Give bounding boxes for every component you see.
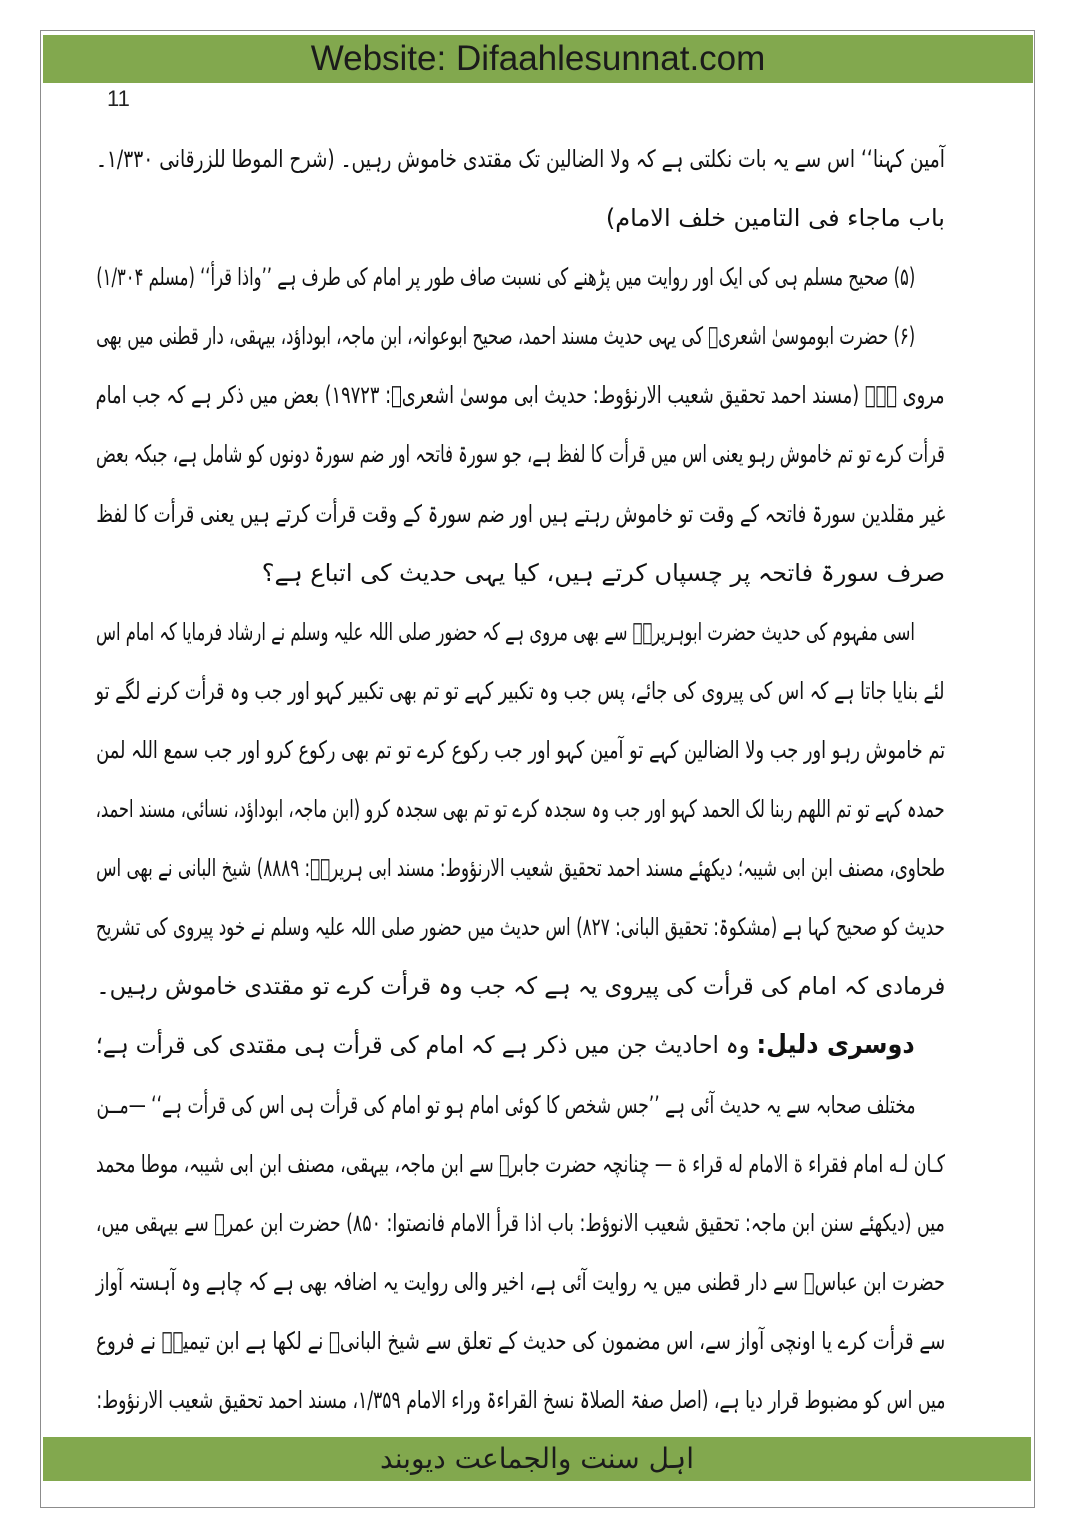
footer-banner — [43, 1437, 1031, 1481]
text-line — [96, 662, 945, 721]
text-line-content: قرأت کرے تو تم خاموش رہو یعنی اس میں قرأت کا لفظ ہے، جو سورۃ فاتحہ اور ضم سورۃ دونوں کو شامل ہے، جبکہ بعض — [96, 440, 945, 469]
text-line — [96, 1312, 945, 1371]
text-line-content: غیر مقلدین سورۃ فاتحہ کے وقت تو خاموش رہتے ہیں اور ضم سورۃ کے وقت قرأت کرتے ہیں یعنی قرأت کا لفظ — [95, 499, 945, 528]
text-line — [96, 485, 945, 544]
section-heading: دوسری دلیل: — [756, 1030, 915, 1061]
website-label: Website: Difaahlesunnat.com — [310, 39, 766, 78]
text-line — [96, 839, 945, 898]
text-line-content: سے قرأت کرے یا اونچی آواز سے، اس مضمون کی حدیث کے تعلق سے شیخ البانیؒ نے لکھا ہے ابن تیمیہؒ نے فروع — [95, 1326, 945, 1355]
text-line-content: اسی مفہوم کی حدیث حضرت ابوہریرہؓ سے بھی مروی ہے کہ حضور صلی اللہ علیہ وسلم نے ارشاد فرمایا کہ امام اس — [96, 617, 915, 646]
text-line-content: حدیث کو صحیح کہا ہے (مشکوۃ: تحقیق البانی: ۸۲۷) اس حدیث میں حضور صلی اللہ علیہ وسلم نے خود پیروی کی تشریح — [95, 913, 945, 942]
text-line — [96, 898, 945, 957]
text-line-content: فرمادی کہ امام کی قرأت کی پیروی یہ ہے کہ جب وہ قرأت کرے تو مقتدی خاموش رہیں۔ — [96, 972, 945, 1001]
text-line — [96, 544, 945, 603]
text-line — [96, 780, 945, 839]
text-line-content: تم خاموش رہو اور جب ولا الضالین کہے تو آمین کہو اور جب رکوع کرے تو تم بھی رکوع کرو اور جب سمع اللہ لمن — [95, 735, 945, 764]
text-line-content: میں اس کو مضبوط قرار دیا ہے، (اصل صفۃ الصلاۃ نسخ القراءۃ وراء الامام ۱/۳۵۹، مسند احمد تحقیق شعیب الارنؤوط: — [96, 1385, 945, 1414]
text-line-content: حضرت ابن عباسؓ سے دار قطنی میں یہ روایت آئی ہے، اخیر والی روایت یہ اضافہ بھی ہے کہ چاہے وہ آہستہ آواز — [96, 1267, 945, 1296]
text-line-content: (۶) حضرت ابوموسیٰ اشعریؓ کی یہی حدیث مسند احمد، صحیح ابوعوانہ، ابن ماجہ، ابوداؤد، بیہقی، دار قطنی میں بھی — [95, 322, 915, 351]
text-line — [96, 1371, 945, 1430]
text-line — [96, 366, 945, 425]
text-line — [96, 1076, 915, 1135]
text-line — [96, 307, 915, 366]
text-line-content: مختلف صحابہ سے یہ حدیث آئی ہے ’’جس شخص کا کوئی امام ہو تو امام کی قرأت ہی اس کی قرأت ہے‘‘ —مــن — [96, 1090, 915, 1119]
text-line — [96, 130, 945, 189]
text-line-content: لئے بنایا جاتا ہے کہ اس کی پیروی کی جائے، پس جب وہ تکبیر کہے تو تم بھی تکبیر کہو اور جب وہ قرأت کرنے لگے تو — [96, 676, 945, 705]
text-line-content: طحاوی، مصنف ابن ابی شیبہ؛ دیکھئے مسند احمد تحقیق شعیب الارنؤوط: مسند ابی ہریرہؓ: ۸۸۸۹) شیخ البانی نے بھی اس — [96, 854, 945, 883]
text-line-content: آمین کہنا‘‘ اس سے یہ بات نکلتی ہے کہ ولا الضالین تک مقتدی خاموش رہیں۔ (شرح الموطا للزرقانی ۱/۳۳۰۔ — [96, 145, 945, 173]
text-line-content: کـان لـه امام فقراء ة الامام له قراء ة — چنانچہ حضرت جابرؓ سے ابن ماجہ، بیہقی، مصنف ابن ابی شیبہ، موطا محمد — [95, 1149, 945, 1178]
text-line-content: صرف سورۃ فاتحہ پر چسپاں کرتے ہیں، کیا یہی حدیث کی اتباع ہے؟ — [261, 558, 945, 587]
text-line — [96, 1253, 945, 1312]
text-line-content: باب ماجاء فی التامین خلف الامام) — [605, 204, 945, 233]
text-line — [96, 957, 945, 1016]
text-line — [96, 425, 945, 484]
text-line-content: (۵) صحیح مسلم ہی کی ایک اور روایت میں پڑھنے کی نسبت صاف طور پر امام کی طرف ہے ’’واذا قرأ‘‘ (مسلم ۱/۳۰۴) — [95, 263, 915, 292]
text-line — [96, 1194, 945, 1253]
page-body — [96, 130, 945, 1430]
text-line — [96, 1135, 945, 1194]
text-line-content: حمدہ کہے تو تم اللھم ربنا لک الحمد کہو اور جب وہ سجدہ کرے تو تم بھی سجدہ کرو (ابن ماجہ، ابوداؤد، نسائی، مسند احمد، — [95, 795, 945, 824]
section-heading-line — [96, 1016, 915, 1075]
text-line — [96, 603, 915, 662]
text-line-content: میں (دیکھئے سنن ابن ماجہ: تحقیق شعیب الانوؤط: باب اذا قرأ الامام فانصتوا: ۸۵۰) حضرت ابن عمرؓ سے بیہقی میں، — [95, 1208, 945, 1237]
section-heading-content — [96, 1016, 915, 1075]
text-line — [96, 248, 915, 307]
page-number: 11 — [107, 86, 130, 111]
website-banner — [43, 35, 1033, 83]
section-heading-text: وہ احادیث جن میں ذکر ہے کہ امام کی قرأت ہی مقتدی کی قرأت ہے؛ — [96, 1031, 757, 1060]
text-line-content: مروی ہے۔ (مسند احمد تحقیق شعیب الارنؤوط: حدیث ابی موسیٰ اشعریؓ: ۱۹۷۲۳) بعض میں ذکر ہے کہ جب امام — [95, 381, 945, 410]
text-line — [96, 721, 945, 780]
text-line — [96, 189, 945, 248]
footer-title: اہل سنت والجماعت دیوبند — [380, 1442, 694, 1475]
